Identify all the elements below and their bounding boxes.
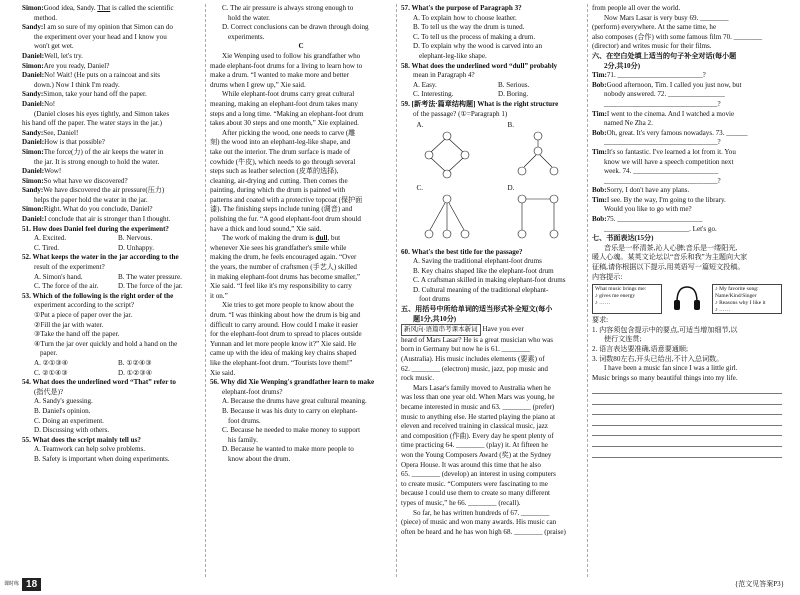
- text-line: painting, during which the drum is painted with: [210, 186, 346, 195]
- dialogue-line: Simon:Good idea, Sandy. That is called the scientific: [22, 4, 174, 12]
- question-text: 五、用括号中所给单词的适当形式补全短文(每小: [401, 305, 553, 314]
- text-line: won the Young Composers Award (奖) at the Sydney: [401, 450, 552, 459]
- answer-reference: {范文见答案P3}: [734, 580, 784, 588]
- dialogue-line: Daniel:Well, let's try.: [22, 51, 83, 60]
- text-line: made elephant-foot drums for a living to learn how to: [210, 61, 363, 70]
- text-line: know about the drum.: [228, 454, 291, 463]
- questions-60-68: [401, 248, 583, 538]
- text-line: the jar. It is strong enough to hold the water.: [34, 157, 160, 166]
- answer-option: A. Easy.: [413, 80, 437, 89]
- text-line: hold the water.: [228, 13, 270, 22]
- tree-diagram-icon: [508, 131, 568, 179]
- text-line: rock music.: [401, 374, 435, 383]
- prompt-line: ♪ gives me energy: [595, 293, 636, 300]
- text-line: Xie Wenping used to follow his grandfather who: [222, 51, 361, 60]
- prompt-line: ♪ My favorite song:: [715, 286, 759, 293]
- text-line: his hand off the paper. The water stays in the jar.): [22, 119, 162, 128]
- dialogue-line: Simon:So what have we discovered?: [22, 176, 128, 185]
- text-line: 漆). The finishing steps include tuning (调音) and: [210, 205, 353, 214]
- questions-57-59: [401, 4, 583, 119]
- prompt-line: Name/Kind/Singer: [715, 293, 757, 300]
- text-line: (perform) everywhere. At the same time, he: [592, 23, 717, 32]
- question-text: 2分,共10分): [604, 61, 641, 70]
- text-line: (piece) of music and won many awards. His music can: [401, 518, 557, 527]
- text-line: C. To tell us the process of making a drum.: [413, 32, 536, 41]
- answer-options: [401, 81, 583, 91]
- text-line: A. Because the drums have great cultural meaning.: [222, 397, 367, 406]
- question-text: 52. What keeps the water in the jar according to the: [22, 253, 179, 262]
- music-brings-box: [592, 284, 662, 314]
- answer-option: B. Serious.: [498, 80, 530, 89]
- text-line: takes about 30 steps and one month,” Xie explained.: [210, 119, 359, 128]
- text-line: Yunnan and let more people know it?” Xie said. He: [210, 339, 357, 348]
- writing-requirements: [592, 316, 782, 383]
- dialogue-line: Tim:71. ________________________?: [592, 71, 706, 80]
- text-line: meaning, making an elephant-foot drum takes many: [210, 99, 358, 108]
- text-line: steps such as leather selection (皮革的选择),: [210, 167, 339, 176]
- structure-option-c: [417, 184, 477, 245]
- dialogue-line: Daniel:I conclude that air is stronger than I thought.: [22, 215, 171, 224]
- text-line: C. The air pressure is always strong enough to: [222, 4, 354, 12]
- text-line: experiment according to the script?: [34, 301, 135, 310]
- tree-diagram-icon: [417, 131, 477, 179]
- writing-prompt-diagram: [592, 284, 782, 314]
- question-text: 七、书面表达(15分): [592, 234, 654, 243]
- text-line: have a thick and loud sound,” Xie said.: [210, 224, 322, 233]
- dialogue-line: Daniel:No!: [22, 99, 56, 108]
- text-line: of the passage? (①=Paragraph 1): [413, 109, 508, 118]
- dialogue-line: Tim:I went to the cinema. And I watched a movie: [592, 109, 735, 118]
- dialogue-line: Bob:Sorry, I don't have any plans.: [592, 186, 690, 195]
- text-line: types of music,” he 66. ________ (recall).: [401, 498, 521, 507]
- page-number: 18: [22, 578, 41, 591]
- text-line: Xie said.: [210, 368, 236, 377]
- structure-diagrams: [401, 121, 583, 245]
- text-line: C. A craftsman skilled in making elephant-foot drums: [413, 276, 566, 285]
- column-divider: [396, 4, 397, 577]
- structure-option-d: [508, 184, 568, 245]
- column-1: [22, 4, 202, 465]
- text-line: for the elephant-foot drum to spread to places outside: [210, 330, 362, 339]
- text-line: to create music. “Computers were fascinating to me: [401, 479, 548, 488]
- text-line: came up with the idea of making key chains shaped: [210, 349, 357, 358]
- text-line: foot drums: [419, 295, 450, 304]
- text-line: A. Saving the traditional elephant-foot drums: [413, 257, 542, 266]
- text-line: (Daniel closes his eyes tightly, and Simon takes: [34, 109, 170, 118]
- prompt-line: ♪ ……: [595, 299, 611, 306]
- text-line: Would you like to go with me?: [604, 205, 692, 214]
- dialogue-line: Bob:Good afternoon, Tim. I called you just now, but: [592, 80, 742, 89]
- text-line: C. Doing an experiment.: [34, 416, 104, 425]
- answer-option: D. Boring.: [498, 90, 529, 99]
- structure-option-b: [508, 121, 568, 182]
- text-line: and composition (作曲). Every day he spent plenty of: [401, 431, 554, 440]
- text-line: down.) Now I think I'm ready.: [34, 80, 120, 89]
- text-line: So far, he has written hundreds of 67. ________: [413, 508, 550, 517]
- prompt-line: What music brings me:: [595, 286, 647, 293]
- text-line: (director) and writes music for their films.: [592, 42, 712, 51]
- option-label: D.: [507, 184, 515, 193]
- answer-option: D. Unhappy.: [118, 243, 154, 252]
- text-line: Now Mars Lasar is very busy 69. ________: [604, 13, 729, 22]
- question-text: 56. Why did Xie Wenping's grandfather learn to make: [210, 378, 375, 387]
- text-line: B. Safety is important when doing experiments.: [34, 454, 170, 463]
- text-line: make a drum. “I wanted to make more and better: [210, 71, 350, 80]
- dialogue-and-writing: [592, 4, 782, 282]
- text-line: foot drums.: [228, 416, 261, 425]
- text-line: 2. 语言表达要准确,语意要通顺;: [592, 345, 688, 353]
- answer-options: [22, 282, 202, 292]
- text-line: Opera House. It was around this time that he also: [401, 460, 541, 469]
- text-line: D. Discussing with others.: [34, 426, 110, 435]
- text-line: A. Sandy's guessing.: [34, 397, 93, 406]
- answer-options: [401, 90, 583, 100]
- tree-diagram-icon: [417, 194, 477, 242]
- text-line: 要求:: [592, 316, 609, 325]
- text-line: 暖人心魂。某英文论坛以“音乐和我”为主题向大家: [592, 253, 748, 262]
- text-line: because I could use them to create so many different: [401, 489, 550, 498]
- question-text: 六、在空白处填上适当的句子补全对话(每小题: [592, 51, 737, 60]
- text-line: A. To explain how to choose leather.: [413, 13, 517, 22]
- text-line: While elephant-foot drums carry great cultural: [222, 90, 355, 99]
- text-line: C. Because he needed to make money to support: [222, 426, 361, 435]
- question-text: 题1分,共10分): [413, 314, 457, 323]
- answer-option: B. ①②④③: [118, 358, 152, 367]
- text-line: (指代是)?: [34, 387, 64, 396]
- text-line: ________________________________?: [604, 138, 721, 147]
- answer-options: [22, 234, 202, 244]
- page-footer: [4, 578, 41, 591]
- text-line: in making elephant-foot drums has become smaller,”: [210, 272, 361, 281]
- answer-option: C. The force of the air.: [34, 282, 99, 291]
- text-line: ________________________________?: [604, 99, 721, 108]
- text-line: I have been a music fan since I was a little girl.: [604, 364, 738, 373]
- text-line: helps the paper hold the water in the jar.: [34, 195, 148, 204]
- text-line: B. Key chains shaped like the elephant-foot drum: [413, 266, 554, 275]
- answer-option: A. Simon's hand.: [34, 272, 83, 281]
- text-line: A. Teamwork can help solve problems.: [34, 445, 146, 454]
- text-line: 3. 词数80左右,开头已给出,不计入总词数。: [592, 354, 724, 363]
- column-3: [401, 4, 583, 537]
- option-label: B.: [507, 121, 515, 130]
- column-divider: [587, 4, 588, 577]
- text-line: (Australia). His music includes elements (要素) of: [401, 355, 545, 364]
- text-line: week. 74. ________________________: [604, 167, 719, 176]
- text-line: time practicing 64. ________ (play) it. At fifteen he: [401, 441, 548, 450]
- text-line: the years, the number of craftsmen (手艺人) skilled: [210, 263, 357, 272]
- answer-option: D. The force of the jar.: [118, 282, 183, 291]
- dialogue-line: Daniel:Wow!: [22, 167, 62, 176]
- answer-options: [22, 369, 202, 379]
- text-line: 新风向·语篇串考课本新词 Have you ever: [401, 324, 583, 336]
- text-line: was less than one year old. When Mars was young, he: [401, 393, 555, 402]
- writing-lines[interactable]: [592, 383, 782, 457]
- text-line: his family.: [228, 435, 258, 444]
- text-line: heard of Mars Lasar? He is a great musician who was: [401, 335, 554, 344]
- answer-option: D. ①②③④: [118, 368, 153, 377]
- question-text: 57. What's the purpose of Paragraph 3?: [401, 4, 522, 12]
- text-line: drum. “I was thinking about how the drum is big and: [210, 311, 361, 319]
- question-text: 54. What does the underlined word “That” refer to: [22, 378, 176, 387]
- text-line: B. To tell us the way the drum is tuned.: [413, 23, 525, 32]
- structure-option-a: [417, 121, 477, 182]
- text-line: D. Because he wanted to make more people to: [222, 445, 354, 454]
- option-label: C.: [416, 184, 424, 193]
- text-line: became interested in music and 63. ________ (prefer): [401, 403, 555, 411]
- text-line: B. Because it was his duty to carry on elephant-: [222, 406, 358, 415]
- prompt-line: ♪ Reasons why I like it: [715, 299, 766, 306]
- text-line: Xie said. “I feel like it's my responsibility to carry: [210, 282, 352, 291]
- text-line: 1. 内容须包含提示中的要点,可适当增加细节,以: [592, 325, 738, 334]
- text-line: Music brings so many beautiful things into my life.: [592, 373, 738, 382]
- dialogue-line: Tim:I see. By the way, I'm going to the library.: [592, 195, 726, 204]
- answer-options: [22, 359, 202, 369]
- text-line: named Ne Zha 2.: [604, 119, 653, 128]
- text-line: ①Put a piece of paper over the jar.: [34, 311, 133, 319]
- question-text: 58. What does the underlined word “dull” probably: [401, 61, 558, 70]
- text-line: ④Turn the jar over quickly and hold a hand on the: [34, 339, 178, 348]
- text-line: know we will have a speech competition next: [604, 157, 734, 166]
- text-line: it on.”: [210, 291, 228, 300]
- text-line: experiments.: [228, 32, 265, 41]
- dialogue-line: Bob:75. ________________________: [592, 215, 703, 224]
- column-2: [210, 4, 392, 465]
- dialogue-line: Simon:Right. What do you conclude, Daniel?: [22, 205, 153, 214]
- text-line: result of the experiment?: [34, 263, 105, 272]
- text-line: 65. ________ (develop) an interest in using computers: [401, 470, 556, 479]
- answer-option: C. ②①④③: [34, 368, 68, 377]
- option-label: A.: [416, 121, 424, 130]
- answer-option: A. Excited.: [34, 234, 67, 243]
- text-line: 使行文连贯;: [604, 335, 642, 344]
- question-text: 53. Which of the following is the right order of the: [22, 291, 174, 300]
- text-line: like the elephant-foot drum. “Tourists love them!”: [210, 358, 353, 367]
- text-line: 音乐是一杯清茶,沁人心脾;音乐是一缕阳光,: [604, 243, 738, 252]
- answer-option: A. ②①③④: [34, 358, 69, 367]
- text-line: born in Germany but now he is 61. ________: [401, 345, 531, 354]
- text-line: whenever Xie sees his grandfather's smile while: [210, 243, 347, 252]
- text-line: also composes (合作) with some famous film 70. ________: [592, 32, 763, 41]
- text-line: from people all over the world.: [592, 4, 681, 12]
- text-line: difficult to carry around. How could I make it easier: [210, 320, 358, 329]
- dialogue-line: Simon:The force(力) of the air keeps the water in: [22, 147, 164, 156]
- text-line: The work of making the drum is dull, but: [222, 234, 341, 243]
- text-line: ②Fill the jar with water.: [34, 320, 104, 329]
- text-line: 征稿,请你根据以下提示,用英语写一篇短文投稿。: [592, 263, 745, 272]
- column-divider: [205, 4, 206, 577]
- text-line: Xie tries to get more people to know about the: [222, 301, 354, 310]
- text-line: ________________________. Let's go.: [604, 224, 717, 233]
- headphones-icon: [671, 284, 703, 314]
- text-line: music to anything else. He started playing the piano at: [401, 412, 556, 421]
- text-line: D. Correct conclusions can be drawn through doing: [222, 23, 369, 32]
- text-line: patterns and coated with a protective topcoat (保护面: [210, 195, 363, 204]
- logo: 课时练: [4, 580, 20, 587]
- text-line: polishing the fur. “A good elephant-foot drum should: [210, 215, 361, 224]
- text-line: 内容提示:: [592, 272, 623, 281]
- favorite-song-box: [712, 284, 782, 314]
- dialogue-line: Simon:Are you ready, Daniel?: [22, 61, 110, 70]
- column-4: [592, 4, 782, 458]
- text-line: making the drum, he feels encouraged again. “Over: [210, 253, 357, 262]
- text-line: won't get wet.: [34, 42, 74, 51]
- text-line: 刻) the wood into an elephant-leg-like shape, and: [210, 138, 351, 147]
- answer-option: C. Tired.: [34, 243, 60, 252]
- dialogue-line: Sandy:We have discovered the air pressure(压力): [22, 186, 165, 195]
- text-line: cleaning, air-drying and cutting. Then comes the: [210, 176, 348, 185]
- text-line: Mars Lasar's family moved to Australia when he: [413, 383, 551, 392]
- text-line: nobody answered. 72. ________________: [604, 90, 725, 99]
- text-line: drums when I grew up,” Xie said.: [210, 80, 306, 89]
- dialogue-line: Tim:It's so fantastic. I've learned a lot from it. You: [592, 147, 736, 156]
- question-text: 55. What does the script mainly tell us?: [22, 435, 141, 444]
- dialogue-line: Sandy:I am so sure of my opinion that Simon can do: [22, 23, 173, 32]
- question-text: 51. How does Daniel feel during the experiment?: [22, 224, 169, 233]
- text-line: After picking the wood, one needs to carve (雕: [222, 128, 356, 137]
- text-line: method.: [34, 13, 58, 22]
- question-text: 59. [新考法·篇章结构题] What is the right structure: [401, 99, 559, 108]
- text-line: elephant-leg-like shape.: [419, 51, 487, 60]
- answer-options: [22, 244, 202, 254]
- text-line: D. To explain why the wood is carved into an: [413, 42, 543, 51]
- dialogue-line: Bob:Oh, great. It's very famous nowadays. 73. ______: [592, 128, 748, 137]
- text-line: C: [298, 42, 304, 51]
- prompt-line: ♪ ……: [715, 306, 731, 313]
- answer-option: C. Interesting.: [413, 90, 454, 99]
- answer-option: B. The water pressure.: [118, 272, 182, 281]
- text-line: elephant-foot drums?: [222, 387, 283, 396]
- text-line: eleven and received training in classical music, jazz: [401, 422, 548, 431]
- tree-diagram-icon: [508, 194, 568, 242]
- text-line: D. Cultural meaning of the traditional elephant-: [413, 285, 549, 294]
- dialogue-line: Daniel:No! Wait! (He puts on a raincoat and sits: [22, 71, 160, 80]
- text-line: B. Daniel's opinion.: [34, 406, 91, 415]
- text-line: the experiment over your head and I know you: [34, 32, 167, 41]
- text-line: often be heard and he has won high 68. ________ (praise): [401, 527, 566, 536]
- dialogue-line: Daniel:How is that possible?: [22, 138, 105, 147]
- dialogue-line: Sandy:See, Daniel!: [22, 128, 79, 137]
- dialogue-line: Sandy:Simon, take your hand off the paper.: [22, 90, 147, 99]
- text-line: steps and a long time. “Making an elephant-foot drum: [210, 109, 364, 118]
- question-text: 60. What's the best title for the passage?: [401, 247, 523, 256]
- text-line: cowhide (牛皮), which needs to go through several: [210, 157, 356, 166]
- text-line: 62. ________ (electron) music, jazz, pop music and: [401, 364, 548, 373]
- text-line: take out the interior. The drum surface is made of: [210, 147, 351, 156]
- answer-option: B. Nervous.: [118, 234, 153, 243]
- text-line: mean in Paragraph 4?: [413, 71, 475, 80]
- text-line: ③Take the hand off the paper.: [34, 330, 120, 339]
- text-line: ________________________________?: [604, 176, 721, 185]
- answer-options: [22, 273, 202, 283]
- text-line: paper.: [40, 349, 58, 358]
